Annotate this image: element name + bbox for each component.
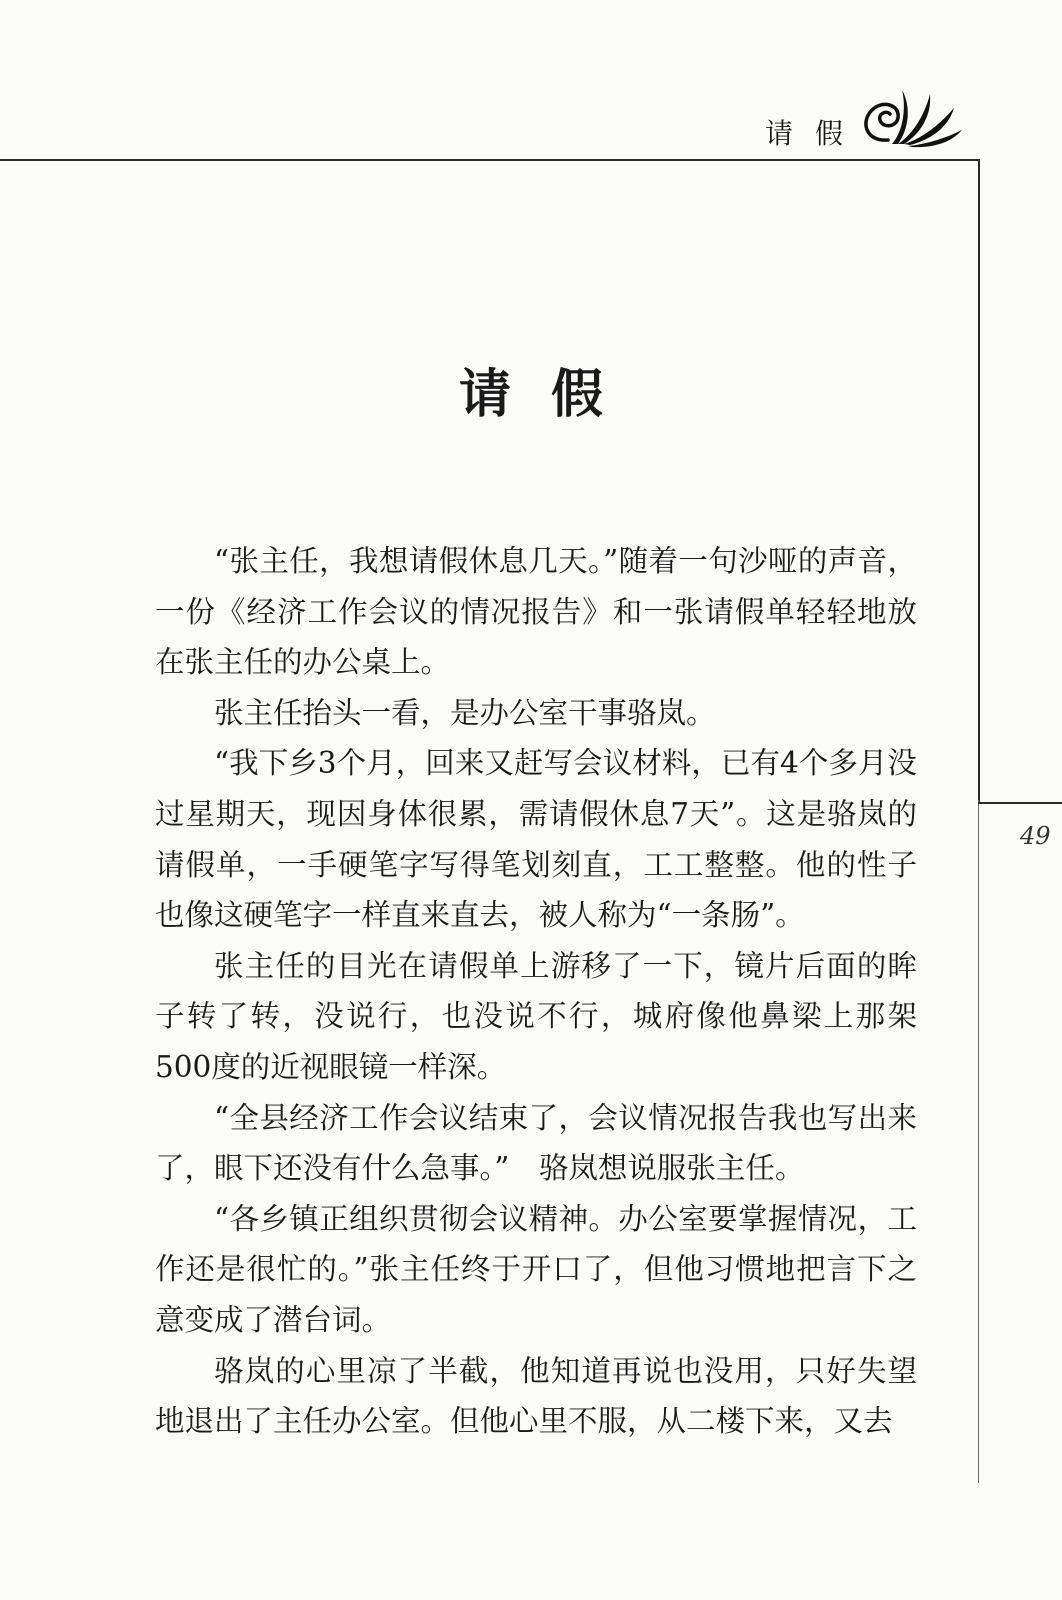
paragraph: “各乡镇正组织贯彻会议精神。办公室要掌握情况，工作还是很忙的。”张主任终于开口了，但他习惯地把言下之意变成了潜台词。 <box>155 1201 917 1337</box>
page-tab-rule <box>978 802 1062 804</box>
paragraph: 张主任的目光在请假单上游移了一下，镜片后面的眸子转了转，没说行，也没说不行，城府像他鼻梁上那架500度的近视眼镜一样深。 <box>155 948 917 1084</box>
page-number: 49 <box>1020 822 1051 850</box>
body-text <box>155 536 917 1447</box>
paragraph: “张主任，我想请假休息几天。”随着一句沙哑的声音，一份《经济工作会议的情况报告》和一张请假单轻轻地放在张主任的办公桌上。 <box>155 544 917 680</box>
margin-rule-lower <box>978 800 979 1483</box>
chapter-title: 请假 <box>458 364 643 425</box>
flourish-ornament-icon <box>858 86 962 148</box>
running-head-title: 请假 <box>765 117 866 150</box>
header-rule <box>0 159 980 161</box>
paragraph: “全县经济工作会议结束了，会议情况报告我也写出来了，眼下还没有什么急事。” 骆岚想说服张主任。 <box>155 1100 917 1186</box>
paragraph: 张主任抬头一看，是办公室干事骆岚。 <box>214 695 716 730</box>
paragraph: “我下乡3个月，回来又赶写会议材料，已有4个多月没过星期天，现因身体很累，需请假休息7天”。这是骆岚的请假单，一手硬笔字写得笔划刻直，工工整整。他的性子也像这硬笔字一样直来直去，被人称为“一条肠”。 <box>155 746 917 933</box>
paragraph: 骆岚的心里凉了半截，他知道再说也没用，只好失望地退出了主任办公室。但他心里不服，从二楼下来，又去 <box>155 1353 917 1439</box>
margin-rule-upper <box>978 159 980 804</box>
